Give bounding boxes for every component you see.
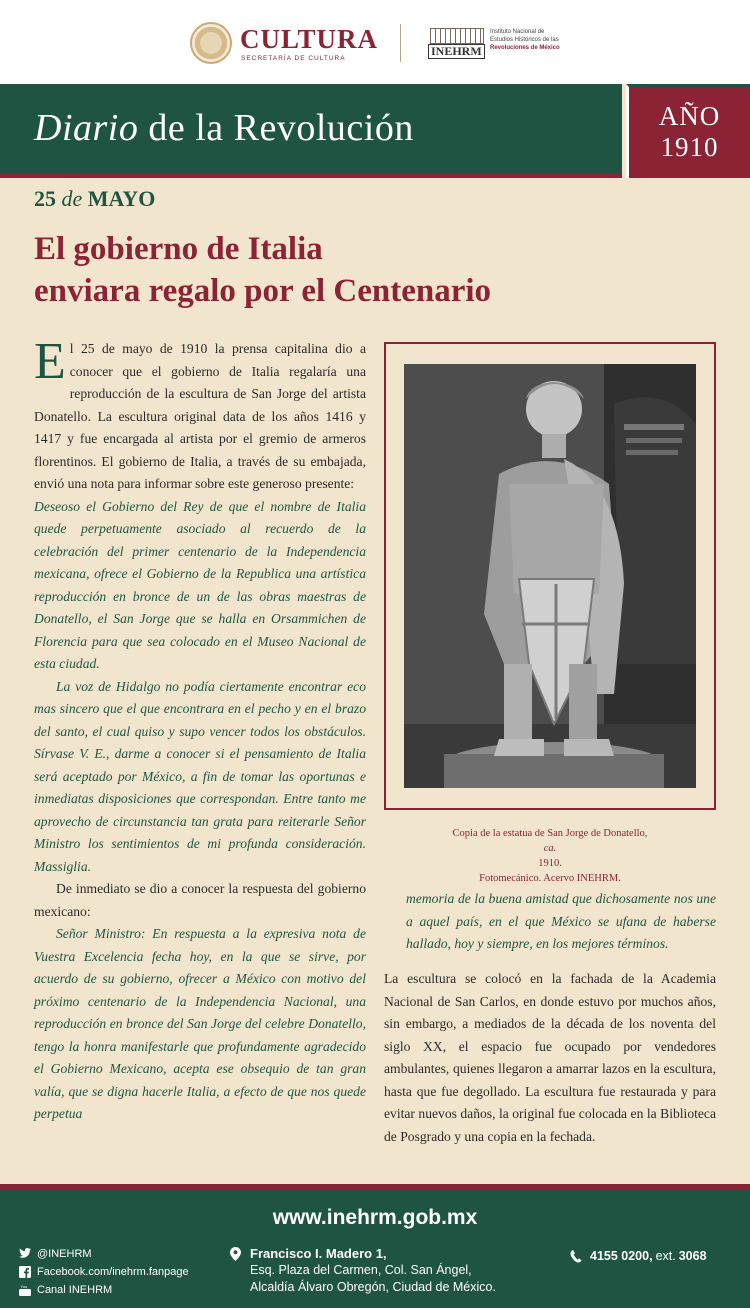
twitter-icon [18, 1248, 31, 1260]
year-box [626, 84, 750, 178]
address-line-3: Alcaldía Álvaro Obregón, Ciudad de México. [250, 1280, 496, 1294]
quote-paragraph-1: Deseoso el Gobierno del Rey de que el nombre de Italia quede perpetuamente asociado al recuerdo de la celebración del primer centenario de la Independencia mexicana, ofrece el Gobierno de la Republica una artística reproducción en bronce de un de las obras maestras de Donatello, el San Jorge que se halla en Orsammichen de Florencia para que sea colocado en el Museo Nacional de esta ciudad. [34, 498, 366, 671]
quote-paragraph-2: La voz de Hidalgo no podía ciertamente encontrar eco mas sincero que el que encontrara en el pecho y en el brazo del santo, el cual quiso y supo vencer todos los obstáculos. Sírvase V. E., darme a conocer si el pensamiento de Italia será aceptado por México, a fin de tomar las oportunas e inmediatas disposiciones que correspondan. Entre tanto me aprovecho de circunstancia tan grata para reiterarle Señor Ministro los sentimientos de mi profunda consideración. Massiglia. [34, 678, 366, 874]
cultura-logo-text: CULTURA [240, 24, 379, 54]
photo-frame [384, 342, 716, 810]
mexico-seal-icon [190, 22, 232, 64]
facebook-icon [18, 1266, 31, 1278]
inehrm-building-icon [430, 28, 484, 44]
closing-paragraph: La escultura se colocó en la fachada de la Academia Nacional de San Carlos, en donde estuvo por muchos años, sin embargo, a mediados de la década de los noventa del siglo XX, el espacio fue ocupado por vendedores ambulantes, quienes llegaron a amarrar lazos en la escultura, hasta que fue degollado. La escultura fue restaurada y para evitar nuevos daños, la original fue colocada en la Biblioteca de Posgrado y una copia en la fechada. [384, 971, 716, 1144]
footer [0, 1184, 750, 1308]
secretaria-subtext: SECRETARÍA DE CULTURA [241, 55, 346, 62]
san-jorge-statue-photo [404, 364, 696, 788]
phone-number[interactable]: 4155 0200, ext. 3068 [570, 1249, 707, 1263]
address-block [250, 1245, 496, 1296]
inehrm-logo-text: INEHRM [428, 44, 485, 59]
article-left-column [34, 333, 366, 1126]
intro-paragraph: El 25 de mayo de 1910 la prensa capitalina dio a conocer que el gobierno de Italia regalaría una reproducción de la escultura de San Jorge del artista Donatello. La escultura original data de los años 1416 y 1417 y fue encargada al artista por el gremio de armeros florentinos. El gobierno de Italia, a través de su embajada, envió una nota para informar sobre este generoso presente: [34, 333, 366, 491]
location-pin-icon [230, 1247, 241, 1261]
logo-divider [400, 24, 401, 62]
address-line-1: Francisco I. Madero 1, [250, 1246, 387, 1261]
transition-paragraph: De inmediato se dio a conocer la respuesta del gobierno mexicano: [34, 881, 366, 919]
twitter-link[interactable]: @INEHRM [18, 1245, 189, 1263]
youtube-link[interactable]: You Canal INEHRM [20, 1284, 113, 1296]
address-line-2: Esq. Plaza del Carmen, Col. San Ángel, [250, 1263, 472, 1277]
inehrm-description: Instituto Nacional de Estudios Históricos de las Revoluciones de México [490, 29, 560, 51]
article-headline: El gobierno de Italia enviara regalo por el Centenario [34, 231, 492, 309]
website-link[interactable]: www.inehrm.gob.mx [272, 1206, 478, 1229]
statue-illustration [404, 364, 696, 788]
phone-icon [570, 1250, 582, 1263]
social-links [18, 1245, 189, 1299]
svg-text:You: You [20, 1284, 27, 1289]
article-date: 25 de MAYO [34, 186, 156, 211]
drop-cap: E [34, 333, 66, 390]
year-label: AÑO [658, 101, 721, 131]
year-value: 1910 [660, 132, 719, 162]
facebook-link[interactable]: Facebook.com/inehrm.fanpage [18, 1263, 189, 1281]
photo-caption: Copia de la estatua de San Jorge de Donatello, ca. 1910. Fotomecánico. Acervo INEHRM. [452, 828, 648, 884]
quote-continuation: memoria de la buena amistad que dichosamente nos une a aquel país, en el que México se ufana de haberse hallado, hoy y siempre, en los mejores términos. [406, 891, 716, 951]
top-header [0, 0, 750, 84]
quote-paragraph-3: Señor Ministro: En respuesta a la expresiva nota de Vuestra Excelencia fecha hoy, en la que se sirve, por acuerdo de su gobierno, ofrecer a México con motivo del próximo centenario de la Independencia Nacional, una reproducción en bronce del San Jorge del celebre Donatello, tengo la honra manifestarle que profundamente agradecido el Gobierno Mexicano, acepta ese obsequio de tan gran valía, que se digna hacerle Italia, a efecto de que nos quede perpetua [34, 926, 366, 1121]
publication-title: Diario de la Revolución [34, 107, 414, 149]
youtube-icon [18, 1284, 31, 1296]
